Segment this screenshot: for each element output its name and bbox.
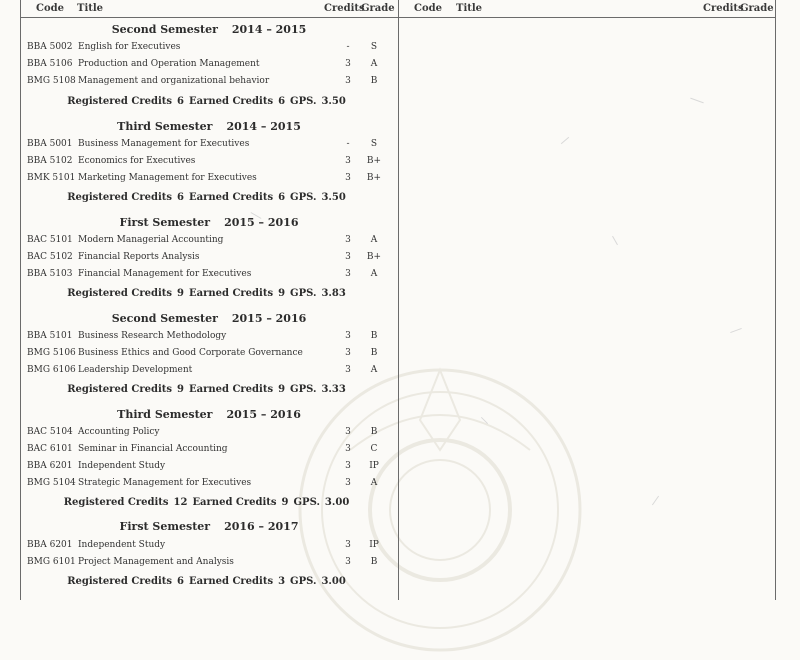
- course-code: BAC 5104: [27, 427, 73, 437]
- registered-label: Registered Credits: [63, 497, 169, 508]
- semester-term: Second Semester: [111, 23, 218, 36]
- semester-heading: [20, 312, 398, 325]
- course-credits: 3: [345, 540, 351, 550]
- earned-label: Earned Credits: [188, 96, 274, 107]
- course-code: BBA 6201: [27, 540, 73, 550]
- course-title: Strategic Management for Executives: [78, 478, 252, 488]
- course-title: English for Executives: [78, 42, 181, 52]
- course-row: [20, 331, 398, 345]
- paper-fleck: [561, 137, 569, 144]
- course-credits: 3: [345, 557, 351, 567]
- course-credits: 3: [345, 235, 351, 245]
- course-title: Marketing Management for Executives: [78, 173, 257, 183]
- course-credits: 3: [345, 427, 351, 437]
- gps-label: GPS.: [290, 384, 317, 395]
- course-row: [20, 76, 398, 90]
- course-row: [20, 252, 398, 266]
- registered-credits: 6: [177, 96, 184, 107]
- course-credits: 3: [345, 156, 351, 166]
- course-grade: B: [370, 348, 378, 358]
- course-code: BAC 6101: [27, 444, 73, 454]
- course-code: BBA 5102: [27, 156, 73, 166]
- semester-heading: [20, 23, 398, 36]
- gps-value: 3.33: [321, 384, 346, 395]
- semester-heading: [20, 216, 398, 229]
- course-code: BBA 5001: [27, 139, 73, 149]
- gps-label: GPS.: [290, 576, 317, 587]
- course-row: [20, 478, 398, 492]
- earned-credits: 9: [281, 497, 289, 508]
- semester-summary: [20, 576, 398, 587]
- course-grade: B: [370, 76, 378, 86]
- gps-value: 3.00: [324, 497, 350, 508]
- course-row: [20, 173, 398, 187]
- course-grade: B+: [366, 252, 382, 262]
- gps-label: GPS.: [290, 288, 317, 299]
- course-row: [20, 235, 398, 249]
- header-grade-right: Grade: [740, 3, 774, 14]
- course-title: Business Management for Executives: [78, 139, 250, 149]
- gps-label: GPS.: [293, 497, 320, 508]
- course-grade: A: [370, 269, 378, 279]
- registered-credits: 12: [173, 497, 188, 508]
- course-title: Business Research Methodology: [78, 331, 227, 341]
- paper-fleck: [612, 236, 618, 245]
- semester-heading: [20, 408, 398, 421]
- paper-fleck: [652, 496, 659, 506]
- course-credits: 3: [345, 348, 351, 358]
- registered-credits: 9: [177, 384, 184, 395]
- course-credits: -: [346, 42, 350, 52]
- course-row: [20, 557, 398, 571]
- registered-credits: 6: [177, 576, 184, 587]
- header-credits-right: Credits: [703, 3, 744, 14]
- course-credits: 3: [345, 365, 351, 375]
- gps-value: 3.50: [321, 96, 346, 107]
- registered-label: Registered Credits: [67, 288, 172, 299]
- course-code: BBA 5101: [27, 331, 73, 341]
- course-credits: 3: [345, 269, 351, 279]
- left-border: [20, 0, 21, 600]
- earned-credits: 9: [278, 384, 286, 395]
- gps-value: 3.50: [321, 192, 346, 203]
- course-grade: B: [370, 557, 378, 567]
- course-code: BBA 5103: [27, 269, 73, 279]
- course-grade: C: [370, 444, 378, 454]
- gps-label: GPS.: [290, 192, 317, 203]
- course-title: Business Ethics and Good Corporate Governance: [78, 348, 303, 358]
- header-code-left: Code: [36, 3, 64, 14]
- course-grade: IP: [369, 461, 379, 471]
- semester-term: First Semester: [119, 216, 211, 229]
- course-credits: 3: [345, 173, 351, 183]
- semester-summary: [20, 497, 398, 508]
- registered-credits: 6: [177, 192, 184, 203]
- course-credits: 3: [345, 76, 351, 86]
- semester-heading: [20, 120, 398, 133]
- course-credits: 3: [345, 444, 351, 454]
- course-row: [20, 365, 398, 379]
- registered-label: Registered Credits: [67, 192, 172, 203]
- course-row: [20, 348, 398, 362]
- university-seal-watermark: [290, 360, 590, 660]
- earned-label: Earned Credits: [188, 384, 274, 395]
- paper-fleck: [690, 98, 703, 104]
- earned-credits: 9: [278, 288, 286, 299]
- gps-value: 3.83: [321, 288, 346, 299]
- course-code: BMK 5101: [27, 173, 76, 183]
- course-row: [20, 461, 398, 475]
- earned-credits: 6: [278, 192, 286, 203]
- gps-label: GPS.: [290, 96, 317, 107]
- course-code: BBA 5002: [27, 42, 73, 52]
- header-title-right: Title: [456, 3, 483, 14]
- course-row: [20, 156, 398, 170]
- course-title: Modern Managerial Accounting: [78, 235, 224, 245]
- course-code: BMG 6106: [27, 365, 76, 375]
- course-title: Production and Operation Management: [78, 59, 260, 69]
- course-code: BAC 5101: [27, 235, 73, 245]
- column-divider: [398, 0, 399, 600]
- header-credits-left: Credits: [324, 3, 365, 14]
- earned-label: Earned Credits: [188, 576, 274, 587]
- course-title: Independent Study: [78, 461, 166, 471]
- header-code-right: Code: [414, 3, 442, 14]
- registered-label: Registered Credits: [67, 576, 172, 587]
- semester-summary: [20, 288, 398, 299]
- course-row: [20, 269, 398, 283]
- course-title: Accounting Policy: [78, 427, 160, 437]
- course-credits: 3: [345, 461, 351, 471]
- course-credits: 3: [345, 478, 351, 488]
- course-row: [20, 59, 398, 73]
- course-title: Seminar in Financial Accounting: [78, 444, 228, 454]
- registered-label: Registered Credits: [67, 96, 172, 107]
- course-code: BBA 5106: [27, 59, 73, 69]
- course-credits: 3: [345, 59, 351, 69]
- earned-credits: 3: [278, 576, 286, 587]
- course-code: BBA 6201: [27, 461, 73, 471]
- course-code: BMG 5104: [27, 478, 76, 488]
- registered-label: Registered Credits: [67, 384, 172, 395]
- course-grade: B: [370, 331, 378, 341]
- earned-label: Earned Credits: [188, 192, 274, 203]
- course-grade: B+: [366, 173, 382, 183]
- course-title: Leadership Development: [78, 365, 193, 375]
- course-grade: B: [370, 427, 378, 437]
- course-code: BMG 5106: [27, 348, 76, 358]
- course-credits: -: [346, 139, 350, 149]
- semester-term: First Semester: [119, 520, 211, 533]
- course-title: Management and organizational behavior: [78, 76, 270, 86]
- semester-summary: [20, 384, 398, 395]
- course-grade: S: [370, 42, 378, 52]
- course-grade: A: [370, 478, 378, 488]
- course-grade: S: [370, 139, 378, 149]
- semester-term: Third Semester: [117, 120, 213, 133]
- course-row: [20, 427, 398, 441]
- course-title: Project Management and Analysis: [78, 557, 234, 567]
- gps-value: 3.00: [321, 576, 346, 587]
- course-code: BAC 5102: [27, 252, 73, 262]
- earned-label: Earned Credits: [188, 288, 274, 299]
- right-border: [775, 0, 776, 600]
- semester-year: 2016 – 2017: [224, 520, 299, 533]
- header-grade-left: Grade: [361, 3, 395, 14]
- semester-year: 2014 – 2015: [226, 120, 301, 133]
- header-title-left: Title: [77, 3, 104, 14]
- earned-label: Earned Credits: [192, 497, 277, 508]
- course-row: [20, 139, 398, 153]
- course-title: Economics for Executives: [78, 156, 196, 166]
- course-row: [20, 540, 398, 554]
- semester-heading: [20, 520, 398, 533]
- course-title: Financial Reports Analysis: [78, 252, 200, 262]
- paper-fleck: [730, 328, 742, 333]
- semester-summary: [20, 192, 398, 203]
- course-code: BMG 6101: [27, 557, 76, 567]
- semester-year: 2015 – 2016: [226, 408, 301, 421]
- course-title: Financial Management for Executives: [78, 269, 252, 279]
- semester-year: 2014 – 2015: [231, 23, 307, 36]
- semester-term: Third Semester: [117, 408, 213, 421]
- course-row: [20, 42, 398, 56]
- course-credits: 3: [345, 252, 351, 262]
- semester-year: 2015 – 2016: [224, 216, 299, 229]
- semester-summary: [20, 96, 398, 107]
- course-credits: 3: [345, 331, 351, 341]
- course-title: Independent Study: [78, 540, 166, 550]
- course-grade: A: [370, 235, 378, 245]
- course-grade: A: [370, 365, 378, 375]
- course-grade: A: [370, 59, 378, 69]
- semester-year: 2015 – 2016: [231, 312, 307, 325]
- earned-credits: 6: [278, 96, 286, 107]
- semester-term: Second Semester: [111, 312, 218, 325]
- registered-credits: 9: [177, 288, 184, 299]
- course-grade: B+: [366, 156, 382, 166]
- course-row: [20, 444, 398, 458]
- course-code: BMG 5108: [27, 76, 76, 86]
- course-grade: IP: [369, 540, 379, 550]
